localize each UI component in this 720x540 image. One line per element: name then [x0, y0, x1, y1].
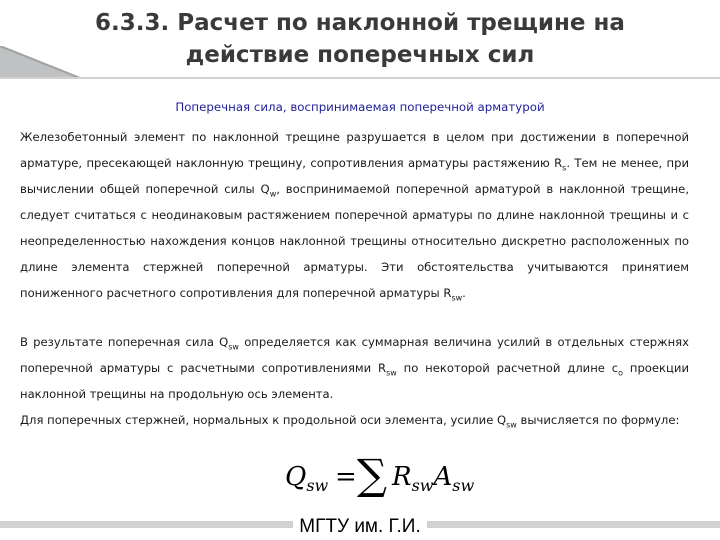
- page-title-line1: 6.3.3. Расчет по наклонной трещине на: [95, 10, 625, 36]
- page-title-line2: действие поперечных сил: [185, 42, 535, 68]
- paragraph-1: Железобетонный элемент по наклонной трещине разрушается в целом при достижении в поперечной арматуре, пресекающей наклонную трещину, сопротивления арматуры растяжению $R_s$. Тем не менее, при вычислении общей поперечной силы $Q_w$, воспринимаемой поперечной арматурой в наклонной трещине, следует считаться с неодинаковым растяжением поперечной арматуры по длине наклонной трещины и с неопределенностью нахождения концов наклонной трещины относительно дискретно расположенных по длине элемента стержней поперечной арматуры. Эти обстоятельства учитываются принятием пониженного расчетного сопротивления для поперечной арматуры $R_{sw}$.: [20, 130, 689, 303]
- formula-lhs: $Q_{sw}$: [285, 462, 329, 495]
- sum-symbol: ∑: [357, 450, 387, 499]
- section-subtitle: Поперечная сила, воспринимаемая поперечной арматурой: [175, 100, 545, 114]
- formula-rhs: $R_{sw}A_{sw}$: [392, 462, 475, 495]
- paragraph-3: Для поперечных стержней, нормальных к продольной оси элемента, усилие $Q_{sw}$ вычисляется по формуле:: [20, 413, 680, 430]
- formula-equals: =: [335, 462, 357, 492]
- title-divider: [0, 77, 720, 79]
- footer-text: МГТУ им. Г.И.: [0, 516, 720, 538]
- paragraph-2: В результате поперечная сила $Q_{sw}$ определяется как суммарная величина усилий в отдельных стержнях поперечной арматуры с расчетными сопротивлениями $R_{sw}$ по некоторой расчетной длине $с_o$ проекции наклонной трещины на продольную ось элемента.: [20, 335, 689, 401]
- formula-qsw: [285, 450, 475, 500]
